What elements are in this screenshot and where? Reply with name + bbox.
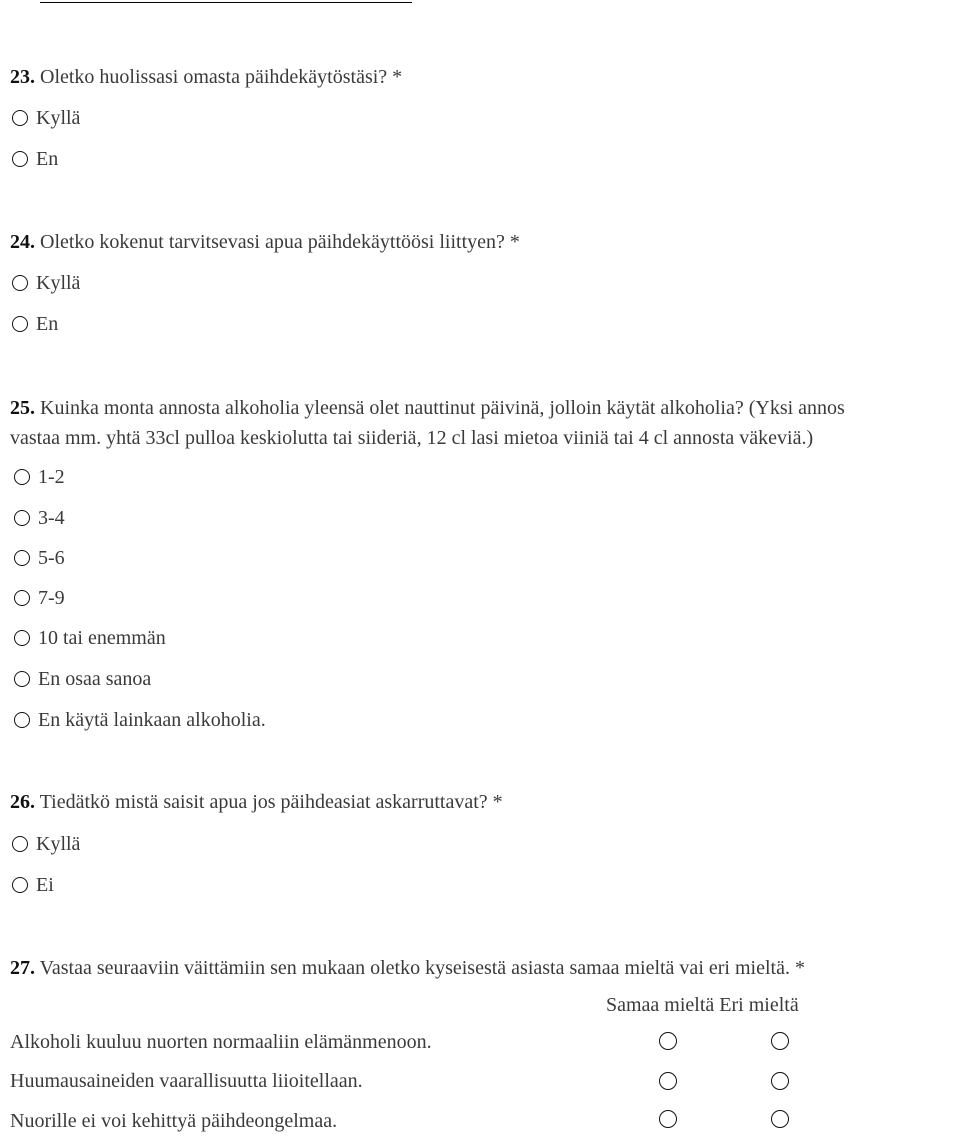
statement-1-disagree-radio-icon[interactable] (771, 1032, 789, 1050)
q26-option-ei[interactable] (12, 874, 54, 896)
statement-1: Alkoholi kuuluu nuorten normaaliin elämänmenoon. (10, 1031, 432, 1053)
statement-3-agree-radio-icon[interactable] (659, 1110, 677, 1128)
radio-icon[interactable] (14, 630, 30, 646)
question-number: 24. (10, 231, 35, 253)
q25-option-en-osaa-sanoa[interactable] (14, 668, 151, 690)
option-label: 10 tai enemmän (38, 627, 166, 649)
radio-icon[interactable] (14, 469, 30, 485)
question-number: 23. (10, 66, 35, 88)
q23-option-kylla[interactable] (12, 107, 80, 129)
option-label: 7-9 (38, 587, 65, 609)
question-25-line2: vastaa mm. yhtä 33cl pulloa keskiolutta tai siideriä, 12 cl lasi mietoa viiniä tai 4 cl annosta väkeviä.) (10, 427, 814, 449)
radio-icon[interactable] (12, 275, 28, 291)
statement-3-disagree-radio-icon[interactable] (771, 1110, 789, 1128)
option-label: 1-2 (38, 466, 65, 488)
question-number: 25. (10, 397, 35, 419)
option-label: En käytä lainkaan alkoholia. (38, 709, 266, 731)
option-label: 3-4 (38, 507, 65, 529)
option-label: En osaa sanoa (38, 668, 152, 690)
statement-1-agree-radio-icon[interactable] (659, 1032, 677, 1050)
question-24 (10, 231, 520, 253)
question-text: Tiedätkö mistä saisit apua jos päihdeasiat askarruttavat? * (39, 791, 503, 813)
q23-option-en[interactable] (12, 148, 58, 170)
q25-option-3-4[interactable] (14, 507, 65, 529)
statement-2-disagree-radio-icon[interactable] (771, 1072, 789, 1090)
q25-option-7-9[interactable] (14, 587, 65, 609)
option-label: Kyllä (36, 272, 81, 294)
q25-option-5-6[interactable] (14, 547, 65, 569)
question-text: Vastaa seuraaviin väittämiin sen mukaan oletko kyseisestä asiasta samaa mieltä vai eri mieltä. * (39, 957, 805, 979)
q25-option-en-kayta[interactable] (14, 709, 266, 731)
question-26 (10, 791, 503, 813)
q24-option-en[interactable] (12, 313, 58, 335)
radio-icon[interactable] (14, 590, 30, 606)
radio-icon[interactable] (14, 550, 30, 566)
question-number: 27. (10, 957, 35, 979)
q25-option-1-2[interactable] (14, 466, 65, 488)
statement-3: Nuorille ei voi kehittyä päihdeongelmaa. (10, 1110, 338, 1132)
radio-icon[interactable] (12, 836, 28, 852)
option-label: Kyllä (36, 833, 81, 855)
option-label: Kyllä (36, 107, 81, 129)
radio-icon[interactable] (14, 510, 30, 526)
option-label: Ei (36, 874, 54, 896)
statement-2-agree-radio-icon[interactable] (659, 1072, 677, 1090)
radio-icon[interactable] (14, 671, 30, 687)
question-23 (10, 66, 402, 88)
option-label: En (36, 148, 59, 170)
q26-option-kylla[interactable] (12, 833, 80, 855)
q24-option-kylla[interactable] (12, 272, 80, 294)
question-text-line1: Kuinka monta annosta alkoholia yleensä olet nauttinut päivinä, jolloin käytät alkoholia? (Yksi annos (40, 397, 845, 419)
question-text: Oletko huolissasi omasta päihdekäytöstäsi? * (40, 66, 403, 88)
radio-icon[interactable] (14, 712, 30, 728)
question-text: Oletko kokenut tarvitsevasi apua päihdekäyttöösi liittyen? * (40, 231, 520, 253)
radio-icon[interactable] (12, 110, 28, 126)
question-27 (10, 957, 805, 979)
option-label: En (36, 313, 59, 335)
statement-2: Huumausaineiden vaarallisuutta liioitellaan. (10, 1070, 363, 1092)
question-25 (10, 397, 845, 419)
radio-icon[interactable] (12, 316, 28, 332)
top-rule (40, 2, 412, 3)
question-number: 26. (10, 791, 35, 813)
q25-option-10-plus[interactable] (14, 627, 166, 649)
radio-icon[interactable] (12, 151, 28, 167)
column-header: Samaa mieltä Eri mieltä (606, 994, 799, 1016)
radio-icon[interactable] (12, 877, 28, 893)
option-label: 5-6 (38, 547, 65, 569)
